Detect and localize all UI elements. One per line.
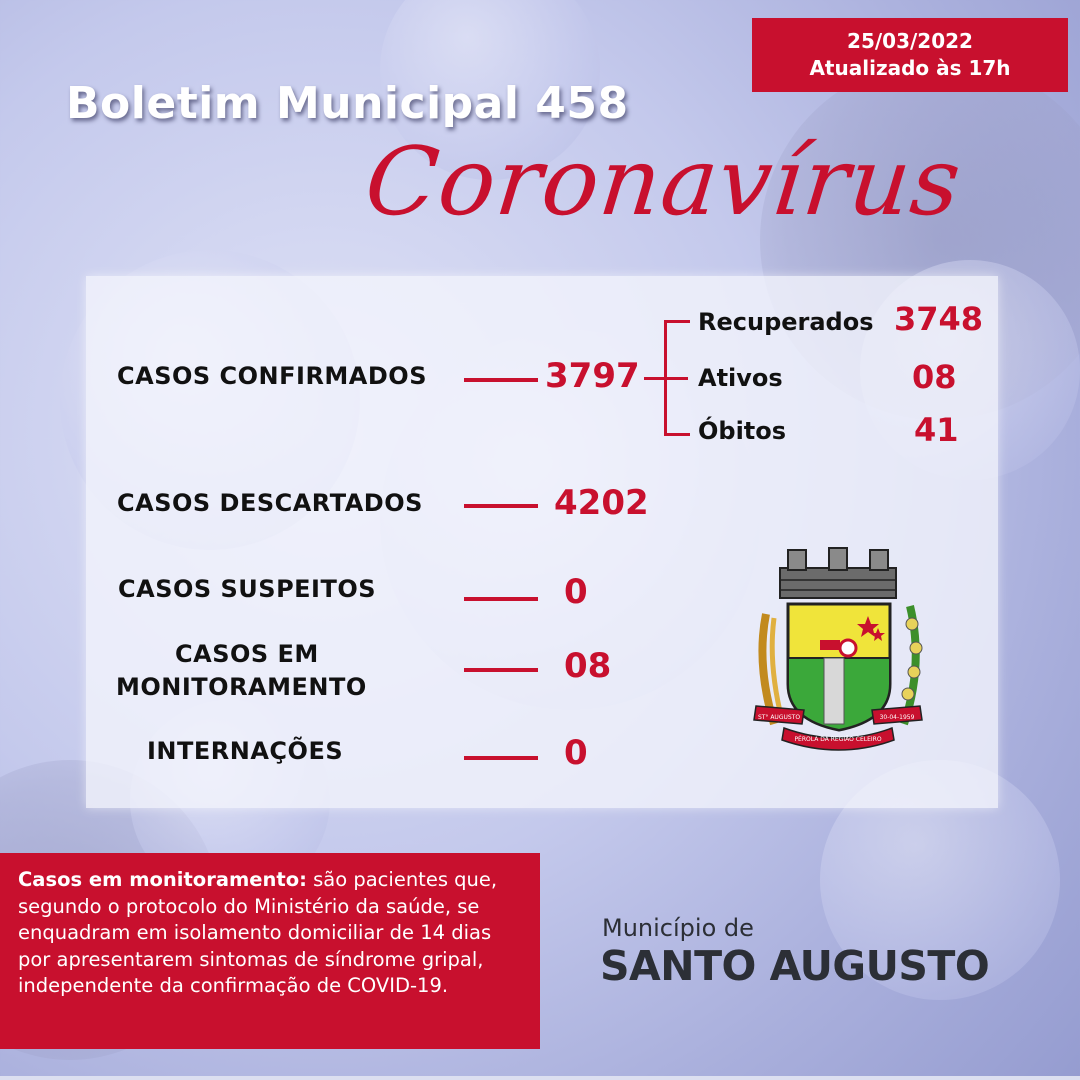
bulletin-title: Boletim Municipal 458	[66, 78, 629, 129]
hospitalizations-label: INTERNAÇÕES	[147, 737, 344, 765]
confirmed-dash	[464, 378, 538, 382]
crest-right-banner: 30-04-1959	[879, 714, 915, 721]
updated-text: Atualizado às 17h	[809, 56, 1011, 80]
monitoring-value: 08	[564, 646, 612, 686]
date-banner	[752, 18, 1068, 92]
bottom-border	[0, 1076, 1080, 1080]
active-value: 08	[912, 358, 957, 396]
confirmed-value: 3797	[545, 356, 640, 396]
discarded-dash	[464, 504, 538, 508]
suspects-dash	[464, 597, 538, 601]
discarded-label: CASOS DESCARTADOS	[117, 489, 423, 517]
municipality-prefix: Município de	[602, 914, 754, 942]
deaths-label: Óbitos	[698, 417, 787, 445]
monitoring-label-line1: CASOS EM	[175, 640, 319, 668]
date-text: 25/03/2022	[847, 29, 973, 53]
hospitalizations-value: 0	[564, 733, 588, 773]
monitoring-note	[0, 853, 540, 1049]
bracket-tick	[664, 433, 690, 436]
bracket-tick	[644, 377, 688, 380]
discarded-value: 4202	[554, 483, 649, 523]
note-body: são pacientes que, segundo o protocolo do Ministério da saúde, se enquadram em isolamento domiciliar de 14 dias por apresentarem sintomas de síndrome gripal, independente da confirmação de COVID-19.	[18, 868, 498, 997]
suspects-label: CASOS SUSPEITOS	[118, 575, 377, 603]
recovered-label: Recuperados	[698, 308, 874, 336]
crest-left-banner: ST° AUGUSTO	[757, 714, 801, 721]
confirmed-label: CASOS CONFIRMADOS	[117, 362, 427, 390]
suspects-value: 0	[564, 572, 588, 612]
hospitalizations-dash	[464, 756, 538, 760]
note-heading: Casos em monitoramento:	[18, 868, 307, 891]
monitoring-dash	[464, 668, 538, 672]
deaths-value: 41	[914, 411, 959, 449]
active-label: Ativos	[698, 364, 783, 392]
bracket-tick	[664, 320, 690, 323]
crest-ribbon: PÉROLA DA REGIÃO CELEIRO	[794, 736, 882, 743]
monitoring-label-line2: MONITORAMENTO	[116, 673, 367, 701]
coronavirus-heading: Coronavírus	[360, 128, 967, 237]
recovered-value: 3748	[894, 300, 984, 338]
coat-of-arms-icon	[744, 544, 932, 754]
municipality-name: SANTO AUGUSTO	[600, 942, 990, 990]
